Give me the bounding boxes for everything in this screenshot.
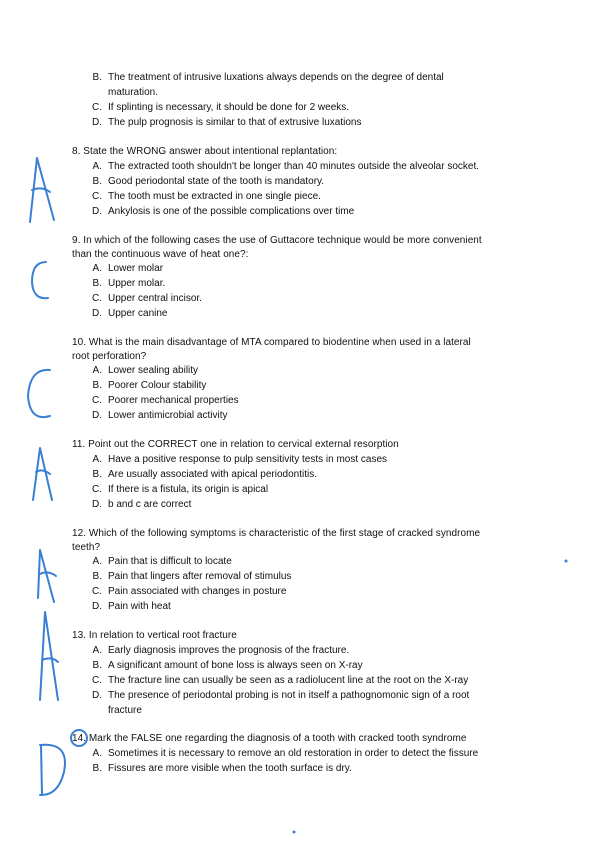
option-letter: D. [92, 499, 102, 510]
handwritten-answer-q14 [40, 745, 65, 795]
option-letter: B. [92, 469, 102, 480]
option-letter: C. [92, 191, 102, 202]
option-text: Are usually associated with apical periodontitis. [108, 469, 317, 480]
q10-stem-line1: 10. What is the main disadvantage of MTA compared to biodentine when used in a lateral [72, 337, 471, 348]
option-letter: D. [92, 601, 102, 612]
option-text: Upper central incisor. [108, 293, 202, 304]
handwritten-answer-q8 [30, 158, 54, 222]
option-letter: A. [92, 454, 102, 465]
handwritten-answer-q10 [28, 370, 50, 417]
option-letter: C. [92, 102, 102, 113]
option-letter: A. [92, 161, 102, 172]
option-letter: D. [92, 308, 102, 319]
option-text: Good periodontal state of the tooth is mandatory. [108, 176, 325, 187]
option-letter: C. [92, 484, 102, 495]
option-text: Pain that lingers after removal of stimulus [108, 571, 292, 582]
option-text: Poorer mechanical properties [108, 395, 239, 406]
q9-stem-line1: 9. In which of the following cases the use of Guttacore technique would be more convenient [72, 235, 482, 246]
option-letter: A. [92, 645, 102, 656]
handwritten-answer-q12 [38, 550, 56, 602]
q12-stem-line1: 12. Which of the following symptoms is characteristic of the first stage of cracked syndrome [72, 528, 481, 539]
option-text: Lower molar [108, 263, 164, 274]
q12-stem-line2: teeth? [72, 542, 101, 553]
q11-stem: 11. Point out the CORRECT one in relation to cervical external resorption [72, 439, 399, 450]
option-text: The tooth must be extracted in one single piece. [108, 191, 321, 202]
option-text: The pulp prognosis is similar to that of extrusive luxations [108, 117, 362, 128]
option-text: The treatment of intrusive luxations always depends on the degree of dental [108, 72, 444, 83]
option-letter: D. [92, 410, 102, 421]
option-text: If there is a fistula, its origin is apical [108, 484, 269, 495]
q10-stem-line2: root perforation? [72, 351, 147, 362]
option-text: Lower antimicrobial activity [108, 410, 228, 421]
option-text: Upper canine [108, 308, 168, 319]
option-letter: C. [92, 586, 102, 597]
option-letter: D. [92, 690, 102, 701]
option-text: fracture [108, 705, 142, 716]
option-text: Poorer Colour stability [108, 380, 207, 391]
option-letter: B. [92, 380, 102, 391]
option-letter: B. [92, 660, 102, 671]
option-letter: A. [92, 263, 102, 274]
option-text: Ankylosis is one of the possible complications over time [108, 206, 355, 217]
option-letter: C. [92, 395, 102, 406]
option-letter: B. [92, 763, 102, 774]
option-text: Early diagnosis improves the prognosis of the fracture. [108, 645, 350, 656]
option-letter: A. [92, 365, 102, 376]
option-letter: A. [92, 748, 102, 759]
option-text: b and c are correct [108, 499, 192, 510]
q8-stem: 8. State the WRONG answer about intentional replantation: [72, 146, 338, 157]
option-text: Upper molar. [108, 278, 166, 289]
option-letter: A. [92, 556, 102, 567]
option-text: The extracted tooth shouldn't be longer than 40 minutes outside the alveolar socket. [108, 161, 480, 172]
option-text: Pain that is difficult to locate [108, 556, 232, 567]
q9-stem-line2: than the continuous wave of heat one?: [72, 249, 249, 260]
option-text: Sometimes it is necessary to remove an old restoration in order to detect the fissure [108, 748, 479, 759]
q14-stem: 14. Mark the FALSE one regarding the diagnosis of a tooth with cracked tooth syndrome [72, 733, 467, 744]
option-letter: D. [92, 206, 102, 217]
option-text: Pain with heat [108, 601, 171, 612]
option-letter: D. [92, 117, 102, 128]
option-text: The presence of periodontal probing is not in itself a pathognomonic sign of a root [108, 690, 470, 701]
ink-dot [565, 560, 568, 563]
option-text: A significant amount of bone loss is always seen on X-ray [108, 660, 363, 671]
option-letter: C. [92, 293, 102, 304]
option-text: Pain associated with changes in posture [108, 586, 287, 597]
option-text: maturation. [108, 87, 159, 98]
q13-stem: 13. In relation to vertical root fracture [72, 630, 237, 641]
option-text: Lower sealing ability [108, 365, 199, 376]
ink-dot [293, 831, 296, 834]
handwritten-answer-q9 [32, 262, 48, 298]
option-text: The fracture line can usually be seen as a radiolucent line at the root on the X-ray [108, 675, 469, 686]
option-text: Have a positive response to pulp sensitivity tests in most cases [108, 454, 388, 465]
handwritten-answer-q13 [40, 612, 58, 700]
option-text: If splinting is necessary, it should be done for 2 weeks. [108, 102, 350, 113]
option-letter: B. [92, 176, 102, 187]
option-letter: B. [92, 278, 102, 289]
option-letter: B. [92, 72, 102, 83]
option-letter: B. [92, 571, 102, 582]
handwritten-answer-q11 [33, 448, 52, 500]
option-text: Fissures are more visible when the tooth surface is dry. [108, 763, 352, 774]
option-letter: C. [92, 675, 102, 686]
